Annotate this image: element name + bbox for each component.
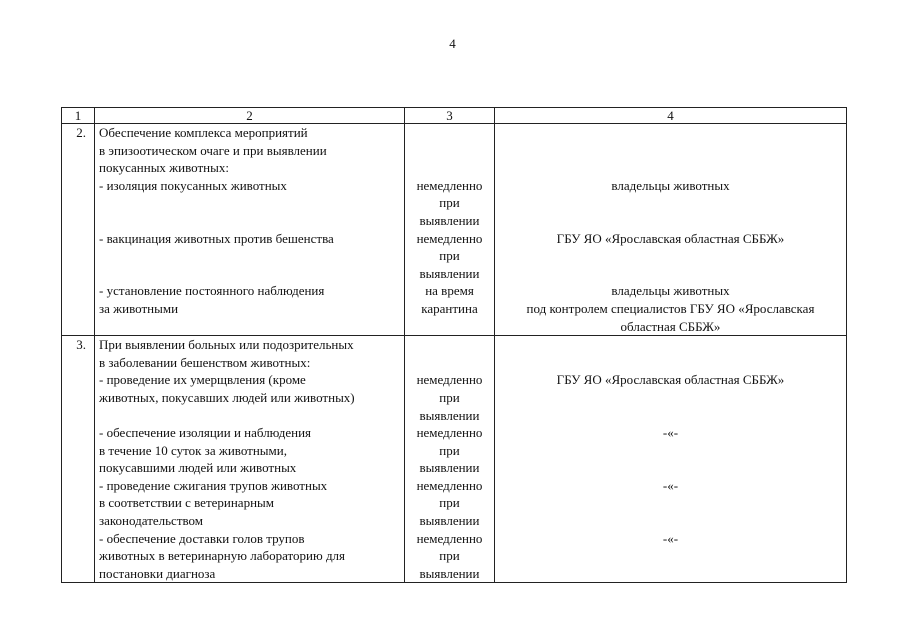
responsible-cell-line — [499, 407, 842, 425]
deadline-cell-line: на время — [425, 283, 474, 299]
deadline-cell-line: выявлении — [419, 460, 480, 476]
header-col-4: 4 — [495, 108, 847, 124]
table-row — [62, 336, 847, 583]
responsible-cell-line — [499, 265, 842, 283]
responsible-cell-line: владельцы животных — [611, 177, 730, 193]
responsible-cell-line: ГБУ ЯО «Ярославская областная СББЖ» — [556, 230, 785, 246]
deadline-cell-line: выявлении — [419, 565, 480, 581]
responsible-cell-line: владельцы животных — [611, 283, 730, 299]
responsible-cell-line: -«- — [662, 425, 679, 441]
measure-cell-line: - изоляция покусанных животных — [99, 177, 287, 193]
measure-cell-line: животных в ветеринарную лабораторию для — [99, 548, 346, 564]
deadline-cell-line: выявлении — [419, 212, 480, 228]
deadline-cell-line: при — [439, 548, 460, 564]
responsible-cell-line — [499, 354, 842, 372]
responsible-cell-line — [499, 389, 842, 407]
header-col-1: 1 — [62, 108, 95, 124]
deadline-cell-line: при — [439, 495, 460, 511]
responsible-cell-line — [499, 442, 842, 460]
measure-cell-line: - проведение сжигания трупов животных — [99, 477, 328, 493]
measure-cell-line: в эпизоотическом очаге и при выявлении — [99, 142, 327, 158]
measure-cell-line: в заболевании бешенством животных: — [99, 354, 311, 370]
responsible-cell-line: -«- — [662, 477, 679, 493]
measure-cell-line: - установление постоянного наблюдения — [99, 283, 325, 299]
measure-cell-line — [99, 247, 400, 265]
measure-cell-line: - обеспечение изоляции и наблюдения — [99, 425, 312, 441]
deadline-cell-line: при — [439, 195, 460, 211]
deadline-cell-line: при — [439, 248, 460, 264]
measure-cell — [95, 124, 405, 336]
row-number: 3. — [62, 336, 95, 583]
deadline-cell-line: выявлении — [419, 407, 480, 423]
responsible-cell-line — [499, 547, 842, 565]
table-header-row — [62, 108, 847, 124]
measure-cell — [95, 336, 405, 583]
header-col-2: 2 — [95, 108, 405, 124]
header-col-3: 3 — [405, 108, 495, 124]
measure-cell-line — [99, 194, 400, 212]
responsible-cell-line — [499, 512, 842, 530]
measure-cell-line: за животными — [99, 300, 179, 316]
responsible-cell-line: -«- — [662, 530, 679, 546]
measure-cell-line: в течение 10 суток за животными, — [99, 442, 287, 458]
measure-cell-line — [99, 212, 400, 230]
deadline-cell-line — [409, 142, 490, 160]
measure-cell-line: - обеспечение доставки голов трупов — [99, 530, 305, 546]
responsible-cell-line — [499, 565, 842, 583]
responsible-cell-line: областная СББЖ» — [620, 318, 721, 334]
measure-cell-line: постановки диагноза — [99, 565, 216, 581]
deadline-cell — [405, 336, 495, 583]
responsible-cell-line — [499, 336, 842, 354]
deadline-cell-line: выявлении — [419, 513, 480, 529]
deadline-cell-line — [409, 354, 490, 372]
deadline-cell-line: при — [439, 389, 460, 405]
responsible-cell-line: под контролем специалистов ГБУ ЯО «Ярославская — [526, 300, 815, 316]
deadline-cell-line — [409, 336, 490, 354]
measure-cell-line: Обеспечение комплекса мероприятий — [99, 125, 308, 140]
deadline-cell — [405, 124, 495, 336]
responsible-cell — [495, 124, 847, 336]
measure-cell-line: законодательством — [99, 513, 204, 529]
page-number: 4 — [449, 36, 456, 51]
deadline-cell-line: при — [439, 442, 460, 458]
responsible-cell-line — [499, 247, 842, 265]
responsible-cell-line — [499, 212, 842, 230]
responsible-cell — [495, 336, 847, 583]
deadline-cell-line: немедленно — [416, 372, 483, 388]
measure-cell-line — [99, 407, 400, 425]
measure-cell-line: покусанных животных: — [99, 160, 229, 176]
deadline-cell-line — [409, 159, 490, 177]
deadline-cell-line: выявлении — [419, 265, 480, 281]
measure-cell-line: - проведение их умерщвления (кроме — [99, 372, 306, 388]
measure-cell-line: покусавшими людей или животных — [99, 460, 297, 476]
deadline-cell-line: немедленно — [416, 230, 483, 246]
measure-cell-line: При выявлении больных или подозрительных — [99, 337, 354, 353]
table-row — [62, 124, 847, 336]
deadline-cell-line: немедленно — [416, 477, 483, 493]
deadline-cell-line — [409, 318, 490, 336]
responsible-cell-line — [499, 194, 842, 212]
deadline-cell-line: немедленно — [416, 425, 483, 441]
measure-cell-line: - вакцинация животных против бешенства — [99, 230, 334, 246]
row-number: 2. — [62, 124, 95, 336]
measures-table — [61, 107, 847, 583]
measure-cell-line — [99, 318, 400, 336]
responsible-cell-line — [499, 494, 842, 512]
measure-cell-line — [99, 265, 400, 283]
responsible-cell-line — [499, 124, 842, 142]
responsible-cell-line — [499, 142, 842, 160]
deadline-cell-line: карантина — [421, 300, 478, 316]
deadline-cell-line: немедленно — [416, 177, 483, 193]
deadline-cell-line — [409, 124, 490, 142]
responsible-cell-line: ГБУ ЯО «Ярославская областная СББЖ» — [556, 372, 785, 388]
measure-cell-line: животных, покусавших людей или животных) — [99, 389, 355, 405]
responsible-cell-line — [499, 159, 842, 177]
responsible-cell-line — [499, 459, 842, 477]
deadline-cell-line: немедленно — [416, 530, 483, 546]
measure-cell-line: в соответствии с ветеринарным — [99, 495, 274, 511]
